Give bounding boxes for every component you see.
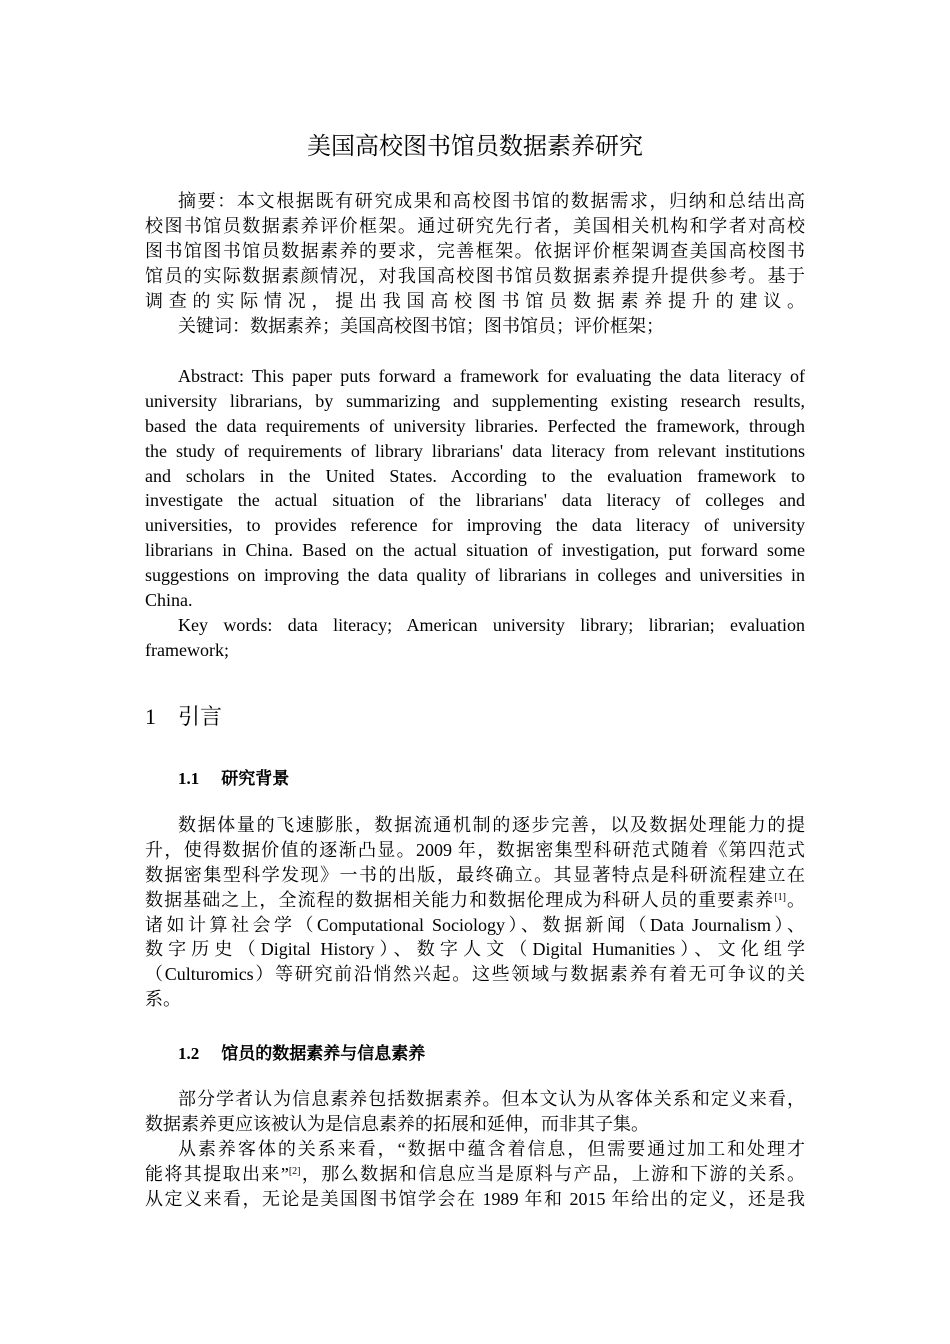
text-line: （Culturomics）等研究前沿悄然兴起。这些领域与数据素养有着无可争议的关 — [145, 964, 805, 985]
text-line: 从定义来看，无论是美国图书馆学会在 1989 年和 2015 年给出的定义，还是我 — [145, 1188, 805, 1209]
text-line: 图书馆图书馆员数据素养的要求，完善框架。依据评价框架调查美国高校图书 — [145, 240, 805, 261]
text-line: 数据体量的飞速膨胀，数据流通机制的逐步完善，以及数据处理能力的提 — [178, 815, 805, 835]
section-heading-1-2: 1.2 馆员的数据素养与信息素养 — [178, 1044, 426, 1064]
text-line: investigate the actual situation of the librarians' data literacy of colleges and — [145, 490, 805, 511]
text-line: 关键词：数据素养；美国高校图书馆；图书馆员；评价框架； — [178, 316, 664, 336]
text-line: 校图书馆员数据素养评价框架。通过研究先行者，美国相关机构和学者对高校 — [145, 215, 805, 236]
text-line: university librarians, by summarizing and supplementing existing research results, — [145, 390, 805, 411]
text-line: 数据密集型科学发现》一书的出版，最终确立。其显著特点是科研流程建立在 — [145, 864, 805, 885]
citation-marker: [2] — [288, 1165, 301, 1177]
text-line: and scholars in the United States. According to the evaluation framework to — [145, 465, 805, 486]
text-line: 数据素养更应该被认为是信息素养的拓展和延伸，而非其子集。 — [145, 1113, 649, 1134]
keywords-cn — [145, 314, 805, 339]
text-line: Key words: data literacy; American university library; librarian; evaluation — [178, 615, 805, 635]
text-line: 能将其提取出来”[2]，那么数据和信息应当是原料与产品，上游和下游的关系。 — [145, 1163, 805, 1184]
text-line: 馆员的实际数据素颜情况，对我国高校图书馆员数据素养提升提供参考。基于 — [145, 265, 805, 286]
paragraph-1-2a — [145, 1087, 805, 1137]
paragraph-1-2b — [145, 1137, 805, 1212]
section-heading-1-1: 1.1 研究背景 — [178, 769, 290, 789]
text-line: 数字历史（Digital History）、数字人文（Digital Humanities）、文化组学 — [145, 939, 805, 960]
text-line: 诸如计算社会学（Computational Sociology）、数据新闻（Data Journalism）、 — [145, 914, 805, 935]
text-line: librarians in China. Based on the actual situation of investigation, put forward some — [145, 540, 805, 561]
citation-marker: [1] — [774, 891, 786, 903]
text-line: 数据基础之上，全流程的数据相关能力和数据伦理成为科研人员的重要素养[1]。 — [145, 889, 806, 910]
text-line: China. — [145, 590, 193, 611]
abstract-en — [145, 364, 805, 613]
text-line: 摘要：本文根据既有研究成果和高校图书馆的数据需求，归纳和总结出高 — [178, 191, 805, 211]
abstract-cn — [145, 189, 805, 313]
text-line: universities, to provides reference for improving the data literacy of university — [145, 515, 805, 536]
keywords-en — [145, 613, 805, 663]
text-line: 系。 — [145, 989, 181, 1010]
text-line: the study of requirements of library librarians' data literacy from relevant institutions — [145, 440, 805, 461]
text-line: based the data requirements of university libraries. Perfected the framework, through — [145, 415, 805, 436]
text-line: 升，使得数据价值的逐渐凸显。2009 年，数据密集型科研范式随着《第四范式 — [145, 839, 805, 860]
text-line: 调查的实际情况，提出我国高校图书馆员数据素养提升的建议。 — [145, 290, 805, 311]
text-line: 从素养客体的关系来看，“数据中蕴含着信息，但需要通过加工和处理才 — [178, 1139, 805, 1159]
text-line: framework; — [145, 639, 229, 660]
text-line: suggestions on improving the data quality of librarians in colleges and universities in — [145, 565, 805, 586]
text-line: 部分学者认为信息素养包括数据素养。但本文认为从客体关系和定义来看， — [178, 1089, 805, 1109]
document-title: 美国高校图书馆员数据素养研究 — [307, 132, 643, 160]
text-line: Abstract: This paper puts forward a framework for evaluating the data literacy of — [178, 366, 805, 386]
section-heading-1: 1 引言 — [145, 704, 223, 730]
paragraph-1-1 — [145, 813, 805, 1012]
